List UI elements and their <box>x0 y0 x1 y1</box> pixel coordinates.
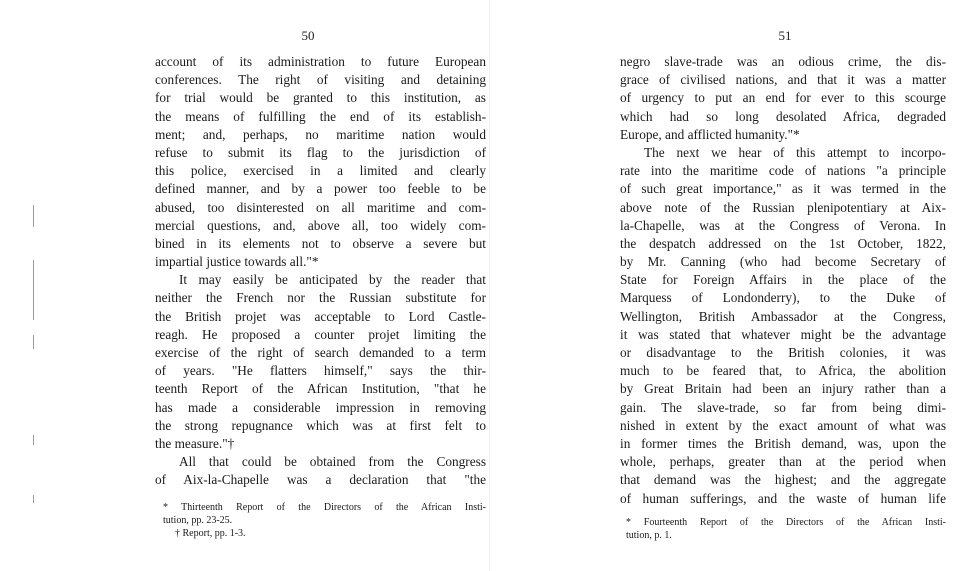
text-line: above note of the Russian plenipotentiary at Aix- <box>620 199 946 215</box>
body-text <box>155 53 486 490</box>
text-line: of such great importance," as it was termed in the <box>620 181 946 197</box>
text-line: by Mr. Canning (who had become Secretary of <box>620 254 946 270</box>
text-line: account of its administration to future European <box>155 54 486 69</box>
text-line: this police, exercised in a limited and clearly <box>155 163 486 179</box>
text-line: it was stated that whatever might be the advantage <box>620 326 946 342</box>
text-line: reagh. He proposed a counter projet limiting the <box>155 326 486 342</box>
text-line: exercise of the right of search demanded to a term <box>155 345 486 360</box>
text-line: the means of fulfilling the end of its establish- <box>155 108 486 124</box>
text-line: mercial questions, and, above all, too widely com- <box>155 217 486 233</box>
footnote-line: tution, pp. 23-25. <box>163 515 233 526</box>
text-line: All that could be obtained from the Congress <box>179 454 486 470</box>
text-line: of human sufferings, and the waste of human life <box>620 490 946 506</box>
text-line: It may easily be anticipated by the reader that <box>179 272 486 288</box>
text-line: abused, too disinterested on all maritime and com- <box>155 199 486 215</box>
text-line: that demand was the highest; and the aggregate <box>620 472 946 488</box>
text-line: nished in extent by the exact amount of what was <box>620 417 946 433</box>
text-line: for trial would be granted to this institution, as <box>155 90 486 106</box>
page-number: 51 <box>778 28 792 43</box>
text-line: Marquess of Londonderry), to the Duke of <box>620 290 946 306</box>
text-line: much to be feared that, to Africa, the abolition <box>620 363 946 379</box>
text-line: State for Foreign Affairs in the place of the <box>620 272 946 288</box>
page-number: 50 <box>301 28 315 43</box>
footnote-line: * Thirteenth Report of the Directors of the African Insti- <box>163 502 486 513</box>
footnote-line: * Fourteenth Report of the Directors of the African Insti- <box>626 517 946 528</box>
text-line: of urgency to put an end for ever to this scourge <box>620 90 946 106</box>
text-line: Europe, and afflicted humanity."* <box>620 126 800 142</box>
text-line: Wellington, British Ambassador at the Congress, <box>620 308 946 324</box>
text-line: of years. "He flatters himself," says the thir- <box>155 363 486 379</box>
text-line: whole, perhaps, greater than at the period when <box>620 454 946 470</box>
text-line: grace of civilised nations, and that it was a matter <box>620 72 946 88</box>
text-line: in former times the British demand, was, upon the <box>620 435 946 451</box>
text-line: teenth Report of the African Institution, "that he <box>155 381 486 397</box>
text-line: has made a considerable impression in removing <box>155 399 486 415</box>
text-line: of Aix-la-Chapelle was a declaration that "the <box>155 472 486 488</box>
text-line: which had so long desolated Africa, degraded <box>620 108 946 124</box>
footnote-line: tution, p. 1. <box>626 530 672 541</box>
text-line: the despatch addressed on the 1st October, 1822, <box>620 235 946 251</box>
right-page <box>490 0 980 571</box>
text-line: defined manner, and by a power too feeble to be <box>155 181 486 197</box>
text-line: by Great Britain had been an injury rather than a <box>620 381 946 397</box>
text-line: the measure."† <box>155 435 235 451</box>
footnotes <box>626 516 946 542</box>
body-text <box>620 53 946 508</box>
text-line: The next we hear of this attempt to incorpo- <box>644 144 946 160</box>
text-line: conferences. The right of visiting and detaining <box>155 72 486 88</box>
text-line: ment; and, perhaps, no maritime nation would <box>155 126 486 142</box>
text-line: or disadvantage to the British colonies, it was <box>620 345 946 360</box>
text-line: refuse to submit its flag to the jurisdiction of <box>155 144 486 160</box>
text-line: negro slave-trade was an odious crime, the dis- <box>620 54 946 69</box>
text-line: la-Chapelle, was at the Congress of Verona. In <box>620 217 946 233</box>
text-line: rate into the maritime code of nations "a principle <box>620 163 946 179</box>
text-line: gain. The slave-trade, so far from being dimi- <box>620 399 946 415</box>
footnote-line: † Report, pp. 1-3. <box>175 528 246 539</box>
text-line: bined in its elements not to observe a severe but <box>155 235 486 251</box>
text-line: the British projet was acceptable to Lord Castle- <box>155 308 486 324</box>
scan-margin-marks <box>30 205 38 505</box>
text-line: impartial justice towards all."* <box>155 254 319 270</box>
footnotes <box>163 501 486 540</box>
text-line: neither the French nor the Russian substitute for <box>155 290 486 306</box>
text-line: the strong repugnance which was at first felt to <box>155 417 486 433</box>
